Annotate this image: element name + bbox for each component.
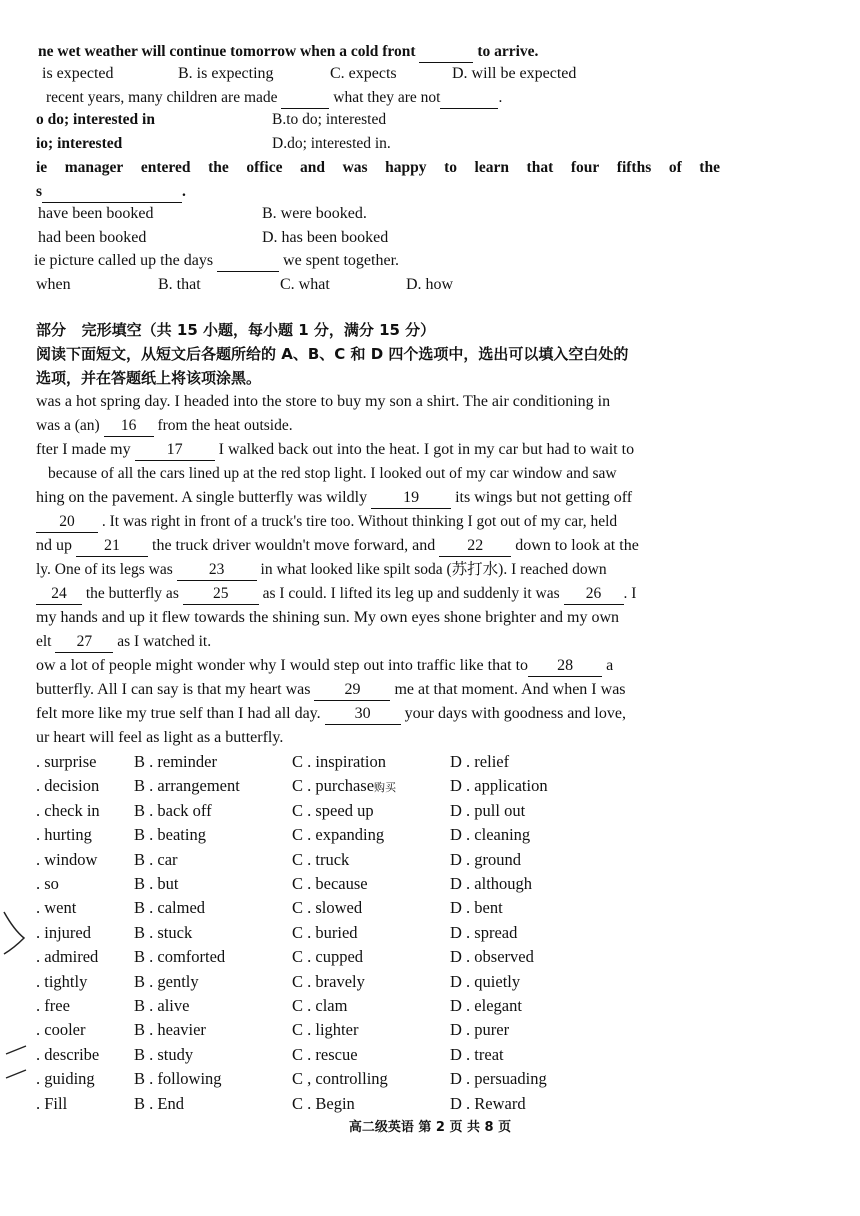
option-b bbox=[134, 850, 178, 870]
passage-line bbox=[36, 632, 211, 653]
option-text: . so bbox=[36, 874, 59, 893]
blank-29: 29 bbox=[314, 680, 390, 701]
option-text: B . study bbox=[134, 1044, 194, 1064]
option-text: B . End bbox=[134, 1093, 184, 1113]
bracket-mark-icon bbox=[0, 908, 30, 958]
option-d bbox=[450, 752, 509, 772]
option-d bbox=[450, 801, 525, 821]
passage-text: from the heat outside. bbox=[157, 417, 293, 434]
option-d bbox=[450, 947, 534, 967]
passage-line bbox=[36, 416, 293, 437]
option-text: . free bbox=[36, 996, 70, 1015]
option-text: . surprise bbox=[36, 752, 97, 771]
option-a bbox=[36, 801, 100, 821]
passage-text: me at that moment. And when I was bbox=[394, 681, 626, 698]
option-c bbox=[292, 947, 363, 967]
option-text: D . cleaning bbox=[450, 825, 531, 845]
option-text: D . purer bbox=[450, 1020, 510, 1040]
stem-word: manager bbox=[64, 159, 124, 176]
question-picture-stem bbox=[34, 251, 399, 272]
section-instruction: 选项，并在答题纸上将该项涂黑。 bbox=[36, 369, 262, 387]
option-c bbox=[292, 1094, 355, 1114]
option-b: B. were booked. bbox=[262, 205, 367, 222]
option-text: B . calmed bbox=[134, 898, 206, 918]
stem-word: that bbox=[526, 159, 554, 176]
passage-text: ly. One of its legs was bbox=[36, 561, 173, 578]
option-text: C . purchase bbox=[292, 776, 375, 796]
option-text: C . buried bbox=[292, 922, 358, 942]
option-text: . admired bbox=[36, 947, 99, 967]
option-text: D . spread bbox=[450, 922, 518, 942]
passage-text: the butterfly as bbox=[85, 585, 179, 602]
option-d bbox=[450, 898, 503, 918]
option-d bbox=[450, 972, 520, 992]
option-text: . hurting bbox=[36, 825, 92, 845]
passage-text: I walked back out into the heat. I got in my car but had to wait to bbox=[218, 441, 635, 458]
stem-word: to bbox=[444, 159, 457, 176]
question-manager-cont bbox=[36, 182, 186, 203]
answer-blank bbox=[440, 88, 498, 109]
option-text: C . rescue bbox=[292, 1044, 358, 1064]
stem-word: fifths bbox=[616, 159, 652, 176]
option-b bbox=[134, 1045, 193, 1065]
option-d bbox=[450, 996, 522, 1016]
stem-word: office bbox=[246, 159, 283, 176]
option-text: C , controlling bbox=[292, 1069, 388, 1089]
passage-text: as I watched it. bbox=[117, 633, 212, 650]
option-b bbox=[134, 923, 192, 943]
option-text: C . speed up bbox=[292, 800, 374, 820]
passage-text: down to look at the bbox=[515, 537, 639, 554]
stem-word: of bbox=[668, 159, 682, 176]
passage-line: was a hot spring day. I headed into the store to buy my son a shirt. The air conditioning in bbox=[36, 393, 611, 410]
option-text: C . bravely bbox=[292, 971, 365, 991]
option-b: B. is expecting bbox=[178, 65, 274, 82]
stem-text: ie picture called up the days bbox=[34, 252, 214, 269]
blank-27: 27 bbox=[55, 632, 113, 653]
option-d bbox=[450, 923, 517, 943]
passage-line bbox=[36, 704, 626, 725]
option-text: C . because bbox=[292, 874, 368, 893]
passage-text: elt bbox=[36, 633, 52, 650]
option-b bbox=[134, 1094, 184, 1114]
option-d bbox=[450, 825, 530, 845]
option-text: D . treat bbox=[450, 1044, 504, 1064]
option-d bbox=[450, 1069, 547, 1089]
passage-line bbox=[36, 440, 634, 461]
passage-text: ow a lot of people might wonder why I would step out into traffic like that to bbox=[36, 657, 529, 674]
option-d bbox=[450, 776, 548, 796]
passage-text: was a (an) bbox=[36, 417, 100, 434]
option-a bbox=[36, 1069, 95, 1089]
option-c bbox=[292, 1069, 388, 1089]
stem-text: to arrive. bbox=[477, 43, 539, 60]
blank-20: 20 bbox=[36, 512, 98, 533]
option-c bbox=[292, 1045, 358, 1065]
option-b bbox=[134, 1020, 206, 1040]
section-title: 部分 完形填空（共 15 小题，每小题 1 分，满分 15 分） bbox=[36, 321, 436, 339]
option-d: D. will be expected bbox=[452, 65, 577, 82]
option-c bbox=[292, 972, 365, 992]
option-c: had been booked bbox=[38, 229, 147, 246]
option-c bbox=[292, 752, 386, 772]
option-a: o do; interested in bbox=[36, 111, 155, 128]
option-text: B . back off bbox=[134, 800, 212, 820]
stem-word: the bbox=[699, 159, 720, 176]
passage-text: . I bbox=[623, 585, 637, 602]
stem-text: . bbox=[182, 183, 186, 200]
stem-word: ie bbox=[36, 159, 48, 176]
option-c bbox=[292, 923, 358, 943]
option-a bbox=[36, 972, 87, 992]
option-text: C . clam bbox=[292, 996, 348, 1015]
option-b bbox=[134, 825, 206, 845]
option-a bbox=[36, 776, 99, 796]
option-c bbox=[292, 996, 347, 1016]
stem-text: what they are not bbox=[333, 89, 441, 106]
passage-line bbox=[36, 512, 617, 533]
passage-text: felt more like my true self than I had all day. bbox=[36, 705, 321, 722]
tick-mark-icon bbox=[4, 1040, 30, 1100]
option-text: . tightly bbox=[36, 971, 88, 991]
passage-text: your days with goodness and love, bbox=[404, 705, 626, 722]
option-text: B . heavier bbox=[134, 1020, 206, 1040]
option-text: B . arrangement bbox=[134, 776, 240, 796]
option-text: D . relief bbox=[450, 752, 510, 771]
option-text: B . but bbox=[134, 874, 179, 893]
stem-text: . bbox=[498, 89, 503, 106]
stem-word: was bbox=[342, 159, 368, 176]
passage-line: ur heart will feel as light as a butterfly. bbox=[36, 729, 284, 746]
blank-26: 26 bbox=[564, 584, 624, 605]
option-text: C . slowed bbox=[292, 898, 363, 918]
option-a bbox=[36, 947, 98, 967]
option-text: . Fill bbox=[36, 1093, 68, 1113]
answer-blank bbox=[281, 88, 329, 109]
stem-word: the bbox=[208, 159, 229, 176]
passage-line bbox=[36, 488, 632, 509]
option-text: B . following bbox=[134, 1069, 222, 1089]
option-text: D . persuading bbox=[450, 1069, 547, 1089]
option-text: C . expanding bbox=[292, 825, 385, 845]
option-d bbox=[450, 1094, 526, 1114]
stem-text: we spent together. bbox=[283, 252, 400, 269]
option-text: . injured bbox=[36, 922, 91, 942]
passage-text: butterfly. All I can say is that my heart was bbox=[36, 681, 311, 698]
blank-22: 22 bbox=[439, 536, 511, 557]
blank-21: 21 bbox=[76, 536, 148, 557]
option-d: D. how bbox=[406, 276, 454, 293]
option-d bbox=[450, 874, 532, 894]
blank-19: 19 bbox=[371, 488, 451, 509]
blank-23: 23 bbox=[177, 560, 257, 581]
option-c: io; interested bbox=[36, 135, 123, 152]
option-b bbox=[134, 752, 217, 772]
passage-text: nd up bbox=[36, 537, 72, 554]
option-c: C. expects bbox=[330, 65, 397, 82]
handwritten-note: 购买 bbox=[374, 781, 397, 795]
option-a bbox=[36, 850, 97, 870]
option-c bbox=[292, 898, 362, 918]
option-text: C . lighter bbox=[292, 1020, 359, 1040]
option-a bbox=[36, 752, 97, 772]
section-instruction: 阅读下面短文，从短文后各题所给的 A、B、C 和 D 四个选项中，选出可以填入空白处的 bbox=[36, 345, 629, 363]
option-a bbox=[36, 1020, 85, 1040]
option-a bbox=[36, 1045, 99, 1065]
option-d: D.do; interested in. bbox=[272, 135, 391, 152]
option-c bbox=[292, 825, 384, 845]
option-c bbox=[292, 1020, 358, 1040]
stem-word: and bbox=[300, 159, 326, 176]
option-text: B . alive bbox=[134, 996, 190, 1015]
passage-line bbox=[36, 680, 626, 701]
passage-line bbox=[36, 536, 639, 557]
option-text: B . reminder bbox=[134, 752, 217, 771]
stem-word: happy bbox=[385, 159, 427, 176]
option-text: . check in bbox=[36, 800, 100, 820]
passage-text: its wings but not getting off bbox=[455, 489, 633, 506]
passage-line bbox=[36, 584, 636, 605]
option-text: C . truck bbox=[292, 849, 350, 869]
option-a: is expected bbox=[42, 65, 114, 82]
option-c bbox=[292, 850, 349, 870]
passage-line: my hands and up it flew towards the shining sun. My own eyes shone brighter and my own bbox=[36, 609, 620, 626]
blank-16: 16 bbox=[104, 416, 154, 437]
option-b bbox=[134, 874, 178, 894]
page-footer: 高二级英语 第 2 页 共 8 页 bbox=[348, 1120, 512, 1135]
option-c bbox=[292, 801, 374, 821]
option-text: D . Reward bbox=[450, 1093, 526, 1113]
stem-text: s bbox=[36, 183, 43, 200]
answer-blank bbox=[42, 182, 182, 203]
blank-28: 28 bbox=[528, 656, 602, 677]
option-text: . decision bbox=[36, 776, 100, 796]
option-text: D . observed bbox=[450, 947, 534, 967]
option-text: D . elegant bbox=[450, 996, 522, 1015]
option-text: B . stuck bbox=[134, 922, 193, 942]
option-text: B . gently bbox=[134, 971, 199, 991]
option-a bbox=[36, 874, 59, 894]
stem-text: ne wet weather will continue tomorrow when a cold front bbox=[38, 43, 416, 60]
option-b: B. that bbox=[158, 276, 201, 293]
passage-line bbox=[36, 560, 607, 581]
question-manager-stem bbox=[36, 158, 720, 178]
option-b bbox=[134, 972, 199, 992]
option-c bbox=[292, 874, 368, 894]
option-b: B.to do; interested bbox=[272, 111, 387, 128]
option-text: D . pull out bbox=[450, 800, 526, 820]
option-text: . went bbox=[36, 898, 77, 918]
answer-blank bbox=[419, 42, 473, 63]
passage-text: as I could. I lifted its leg up and suddenly it was bbox=[262, 585, 560, 602]
option-text: . describe bbox=[36, 1044, 100, 1064]
option-d: D. has been booked bbox=[262, 229, 389, 246]
option-d bbox=[450, 1020, 509, 1040]
stem-text: recent years, many children are made bbox=[46, 89, 278, 106]
passage-text: a bbox=[606, 657, 614, 674]
stem-word: learn bbox=[474, 159, 509, 176]
option-text: . guiding bbox=[36, 1069, 95, 1089]
option-b bbox=[134, 776, 240, 796]
option-text: D . application bbox=[450, 776, 548, 796]
option-a bbox=[36, 996, 70, 1016]
passage-text: . It was right in front of a truck's tire too. Without thinking I got out of my car, held bbox=[101, 513, 618, 530]
option-a bbox=[36, 923, 91, 943]
option-b bbox=[134, 947, 225, 967]
option-d bbox=[450, 1045, 504, 1065]
passage-text: in what looked like spilt soda (苏打水). I reached down bbox=[260, 561, 607, 578]
option-c: C. what bbox=[280, 276, 330, 293]
blank-17: 17 bbox=[135, 440, 215, 461]
blank-25: 25 bbox=[183, 584, 259, 605]
option-text: C . cupped bbox=[292, 947, 364, 967]
option-text: D . quietly bbox=[450, 971, 521, 991]
option-d bbox=[450, 850, 521, 870]
stem-word: four bbox=[570, 159, 600, 176]
option-text: . window bbox=[36, 849, 98, 869]
passage-text: the truck driver wouldn't move forward, and bbox=[152, 537, 436, 554]
option-text: D . bent bbox=[450, 898, 503, 918]
option-b bbox=[134, 1069, 222, 1089]
passage-text: hing on the pavement. A single butterfly was wildly bbox=[36, 489, 368, 506]
passage-line: because of all the cars lined up at the red stop light. I looked out of my car window and saw bbox=[48, 465, 617, 482]
option-text: B . beating bbox=[134, 825, 206, 845]
option-text: B . comforted bbox=[134, 947, 226, 967]
option-b bbox=[134, 898, 205, 918]
question-children-stem bbox=[46, 88, 502, 109]
stem-word: entered bbox=[140, 159, 191, 176]
option-a: when bbox=[36, 276, 71, 293]
option-text: C . Begin bbox=[292, 1093, 355, 1113]
option-text: D . ground bbox=[450, 849, 522, 869]
option-a bbox=[36, 1094, 67, 1114]
option-text: C . inspiration bbox=[292, 752, 386, 771]
option-text: . cooler bbox=[36, 1020, 86, 1040]
passage-text: fter I made my bbox=[36, 441, 131, 458]
option-text: D . although bbox=[450, 874, 533, 893]
blank-24: 24 bbox=[36, 584, 82, 605]
passage-line bbox=[36, 656, 613, 677]
blank-30: 30 bbox=[325, 704, 401, 725]
option-c bbox=[292, 776, 396, 798]
option-a bbox=[36, 898, 76, 918]
option-b bbox=[134, 996, 189, 1016]
answer-blank bbox=[217, 251, 279, 272]
question-weather-stem bbox=[38, 42, 538, 63]
option-a bbox=[36, 825, 92, 845]
option-text: B . car bbox=[134, 849, 178, 869]
option-b bbox=[134, 801, 212, 821]
option-a: have been booked bbox=[38, 205, 154, 222]
